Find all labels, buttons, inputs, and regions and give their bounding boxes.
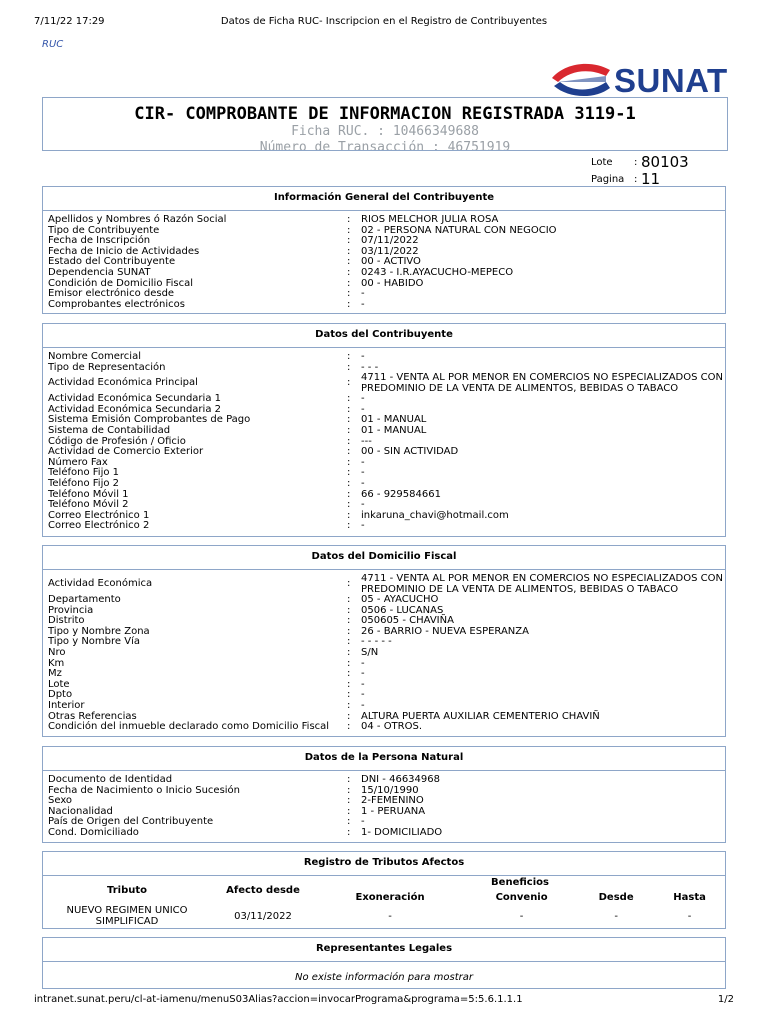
field-separator: : (347, 424, 351, 436)
section-title: Registro de Tributos Afectos (43, 852, 725, 876)
field-label: Otras Referencias (48, 710, 137, 722)
field-label: Actividad Económica Principal (48, 377, 198, 389)
field-separator: : (347, 784, 351, 796)
field-row (43, 447, 725, 458)
sunat-logo-text: SUNAT (614, 62, 728, 99)
field-separator: : (347, 625, 351, 637)
field-label: Distrito (48, 615, 85, 627)
field-separator: : (347, 224, 351, 236)
field-row (43, 300, 725, 311)
section-contribuyente (42, 323, 726, 537)
field-row (43, 215, 725, 226)
field-value: - (361, 456, 365, 468)
field-separator: : (347, 393, 351, 405)
field-value: 02 - PERSONA NATURAL CON NEGOCIO (361, 224, 557, 236)
field-separator: : (347, 361, 351, 373)
field-label: Departamento (48, 594, 121, 605)
field-value: - (361, 689, 365, 701)
field-separator: : (347, 699, 351, 711)
field-label: Tipo de Contribuyente (48, 224, 160, 236)
table-row (43, 905, 725, 927)
field-value: 01 - MANUAL (361, 414, 427, 426)
print-datetime: 7/11/22 17:29 (34, 16, 105, 27)
field-value-continued: PREDOMINIO DE LA VENTA DE ALIMENTOS, BEBIDAS O TABACO (361, 583, 679, 595)
field-label: Actividad Económica Secundaria 2 (48, 403, 221, 415)
field-row (43, 722, 725, 733)
field-label: Correo Electrónico 1 (48, 509, 150, 521)
field-separator: : (347, 446, 351, 458)
field-value: - (361, 520, 365, 532)
field-value: - (361, 657, 365, 669)
section-title: Datos de la Persona Natural (43, 747, 725, 771)
field-row (43, 426, 725, 437)
field-label: Teléfono Móvil 1 (48, 488, 129, 500)
field-label: Condición del inmueble declarado como Domicilio Fiscal (48, 721, 330, 733)
field-label: Teléfono Móvil 2 (48, 499, 129, 511)
field-value: - - - - - (361, 636, 392, 648)
field-value: - (361, 288, 365, 300)
field-separator: : (347, 646, 351, 658)
field-value: - (361, 678, 365, 690)
field-label: Fecha de Inicio de Actividades (48, 245, 200, 257)
print-header (34, 16, 734, 30)
field-value: - (361, 816, 365, 828)
field-label: Fecha de Nacimiento o Inicio Sucesión (48, 784, 241, 796)
field-separator: : (347, 509, 351, 521)
field-value: - (361, 351, 365, 362)
field-separator: : (347, 721, 351, 733)
field-separator: : (347, 477, 351, 489)
footer-url: intranet.sunat.peru/cl-at-iamenu/menuS03Alias?accion=invocarPrograma&programa=5:5.6.1.1.1 (34, 994, 523, 1005)
field-row (43, 479, 725, 490)
page-number: 1/2 (717, 994, 734, 1005)
field-separator: : (347, 678, 351, 690)
cell-desde: - (614, 910, 618, 922)
field-separator: : (347, 604, 351, 616)
empty-message: No existe información para mostrar (295, 972, 473, 983)
field-separator: : (347, 689, 351, 701)
field-value: RIOS MELCHOR JULIA ROSA (361, 214, 499, 225)
field-row (43, 595, 725, 606)
section-general (42, 186, 726, 314)
field-separator: : (347, 657, 351, 669)
col-desde: Desde (598, 891, 634, 903)
section-title: Datos del Contribuyente (43, 324, 725, 348)
field-value: - (361, 467, 365, 479)
field-separator: : (347, 578, 351, 589)
field-separator: : (347, 235, 351, 247)
section-domicilio (42, 545, 726, 737)
field-value: 07/11/2022 (361, 235, 419, 247)
field-value: 00 - SIN ACTIVIDAD (361, 446, 459, 458)
field-label: Apellidos y Nombres ó Razón Social (48, 214, 227, 225)
lote-label: Lote (591, 157, 613, 168)
field-label: Interior (48, 699, 85, 711)
field-label: Emisor electrónico desde (48, 288, 175, 300)
field-row (43, 268, 725, 279)
field-value: S/N (361, 646, 379, 658)
field-label: País de Origen del Contribuyente (48, 816, 214, 828)
field-value: - (361, 499, 365, 511)
field-label: Mz (48, 668, 62, 680)
cell-tributo: NUEVO REGIMEN UNICO SIMPLIFICAD (66, 905, 188, 927)
section-persona (42, 746, 726, 843)
field-value: 0243 - I.R.AYACUCHO-MEPECO (361, 266, 514, 278)
field-separator: : (347, 456, 351, 468)
field-separator: : (347, 266, 351, 278)
field-separator: : (347, 298, 351, 310)
field-label: Comprobantes electrónicos (48, 298, 185, 310)
field-value: - (361, 393, 365, 405)
field-label: Actividad Económica (48, 578, 153, 589)
field-separator: : (347, 520, 351, 532)
field-value: - (361, 477, 365, 489)
field-separator: : (347, 816, 351, 828)
field-separator: : (347, 668, 351, 680)
cell-convenio: - (519, 910, 524, 922)
field-label: Cond. Domiciliado (48, 826, 139, 838)
field-separator: : (347, 414, 351, 426)
field-row (43, 458, 725, 469)
field-label: Tipo y Nombre Vía (48, 636, 140, 648)
field-label: Tipo y Nombre Zona (48, 625, 150, 637)
field-value: 00 - HABIDO (361, 277, 424, 289)
field-row (43, 373, 725, 394)
field-row (43, 680, 725, 691)
field-separator: : (347, 467, 351, 479)
field-value: - (361, 699, 365, 711)
cell-hasta: - (687, 910, 692, 922)
field-label: Teléfono Fijo 2 (48, 477, 120, 489)
field-value: - (361, 403, 365, 415)
field-separator: : (347, 288, 351, 300)
field-separator: : (347, 636, 351, 648)
field-separator: : (347, 351, 351, 362)
field-label: Teléfono Fijo 1 (48, 467, 120, 479)
field-row (43, 775, 725, 786)
field-row (43, 701, 725, 712)
field-separator: : (347, 277, 351, 289)
field-row (43, 669, 725, 680)
field-value: 26 - BARRIO - NUEVA ESPERANZA (361, 625, 529, 637)
pagina-value: 11 (641, 170, 661, 188)
field-value: 1- DOMICILIADO (361, 826, 443, 838)
field-separator: : (347, 826, 351, 838)
field-separator: : (347, 795, 351, 807)
field-separator: : (347, 256, 351, 268)
section-tributos (42, 851, 726, 929)
lote-value: 80103 (641, 153, 689, 171)
section-title: Representantes Legales (43, 938, 725, 962)
field-value: inkaruna_chavi@hotmail.com (361, 509, 509, 521)
field-label: Sistema Emisión Comprobantes de Pago (48, 414, 251, 426)
section-representantes (42, 937, 726, 989)
field-label: Tipo de Representación (48, 361, 166, 373)
section-title: Información General del Contribuyente (43, 187, 725, 211)
field-label: Actividad de Comercio Exterior (48, 446, 204, 458)
field-label: Documento de Identidad (48, 774, 173, 785)
field-separator: : (347, 710, 351, 722)
page-title: CIR- COMPROBANTE DE INFORMACION REGISTRADA 3119-1 (134, 104, 636, 124)
col-beneficios: Beneficios (491, 877, 549, 888)
field-value: 2-FEMENINO (361, 795, 424, 807)
field-label: Km (48, 657, 65, 669)
field-separator: : (347, 488, 351, 500)
field-value: 66 - 929584661 (361, 488, 441, 500)
field-value: 4711 - VENTA AL POR MENOR EN COMERCIOS NO ESPECIALIZADOS CON (361, 372, 723, 384)
cell-afecto: 03/11/2022 (234, 910, 292, 922)
field-value: 05 - AYACUCHO (361, 594, 439, 605)
field-label: Estado del Contribuyente (48, 256, 176, 268)
field-separator: : (347, 805, 351, 817)
field-value: 4711 - VENTA AL POR MENOR EN COMERCIOS NO ESPECIALIZADOS CON (361, 573, 723, 584)
field-label: Sistema de Contabilidad (48, 424, 171, 436)
print-title: Datos de Ficha RUC- Inscripcion en el Registro de Contribuyentes (220, 16, 548, 27)
field-row (43, 521, 725, 532)
field-value: 04 - OTROS. (361, 721, 423, 733)
col-afecto-desde: Afecto desde (226, 885, 300, 896)
field-value: 15/10/1990 (361, 784, 419, 796)
field-row (43, 637, 725, 648)
field-row (43, 828, 725, 839)
tributos-table (43, 876, 725, 927)
cell-exoneracion: - (388, 910, 392, 922)
field-row (43, 468, 725, 479)
ruc-link[interactable]: RUC (42, 39, 64, 50)
field-value-continued: PREDOMINIO DE LA VENTA DE ALIMENTOS, BEBIDAS O TABACO (361, 382, 679, 394)
field-label: Número Fax (48, 456, 108, 468)
field-value: 1 - PERUANA (361, 805, 426, 817)
field-label: Actividad Económica Secundaria 1 (48, 393, 221, 405)
col-tributo: Tributo (106, 885, 147, 896)
field-separator: : (347, 774, 351, 785)
field-label: Dependencia SUNAT (48, 266, 151, 278)
field-label: Condición de Domicilio Fiscal (48, 277, 194, 289)
field-value: DNI - 46634968 (361, 774, 440, 785)
field-label: Lote (48, 678, 70, 690)
field-separator: : (347, 377, 351, 389)
field-label: Sexo (48, 795, 73, 807)
field-value: 01 - MANUAL (361, 424, 427, 436)
field-row (43, 352, 725, 363)
sunat-logo-icon (548, 58, 614, 102)
field-label: Dpto (48, 689, 73, 701)
field-value: - (361, 298, 365, 310)
col-hasta: Hasta (673, 891, 706, 903)
field-value: 00 - ACTIVO (361, 256, 421, 268)
section-title: Datos del Domicilio Fiscal (43, 546, 725, 570)
title-box (42, 97, 728, 151)
ficha-ruc: Ficha RUC. : 10466349688 (291, 124, 479, 139)
field-label: Fecha de Inscripción (48, 235, 151, 247)
field-value: 050605 - CHAVIÑA (361, 615, 454, 627)
field-value: - (361, 668, 365, 680)
col-convenio: Convenio (495, 891, 548, 903)
pagina-label: Pagina (591, 174, 625, 185)
field-separator: : (347, 245, 351, 257)
field-row (43, 690, 725, 701)
field-label: Provincia (48, 604, 94, 616)
field-label: Nacionalidad (48, 805, 113, 817)
field-separator: : (347, 214, 351, 225)
field-label: Código de Profesión / Oficio (48, 435, 186, 447)
numero-transaccion: Número de Transacción : 46751919 (259, 140, 511, 151)
field-value: 03/11/2022 (361, 245, 419, 257)
field-separator: : (347, 403, 351, 415)
field-separator: : (347, 499, 351, 511)
field-row (43, 490, 725, 501)
field-row (43, 659, 725, 670)
field-label: Correo Electrónico 2 (48, 520, 150, 532)
field-value: - - - (361, 361, 379, 373)
col-exoneracion: Exoneración (355, 891, 425, 903)
field-separator: : (347, 594, 351, 605)
field-row (43, 574, 725, 595)
field-value: --- (361, 435, 372, 447)
field-label: Nro (48, 646, 66, 658)
field-row (43, 648, 725, 659)
field-separator: : (347, 435, 351, 447)
field-value: ALTURA PUERTA AUXILIAR CEMENTERIO CHAVIÑ (361, 710, 600, 722)
field-value: 0506 - LUCANAS (361, 604, 444, 616)
field-separator: : (347, 615, 351, 627)
field-label: Nombre Comercial (48, 351, 141, 362)
